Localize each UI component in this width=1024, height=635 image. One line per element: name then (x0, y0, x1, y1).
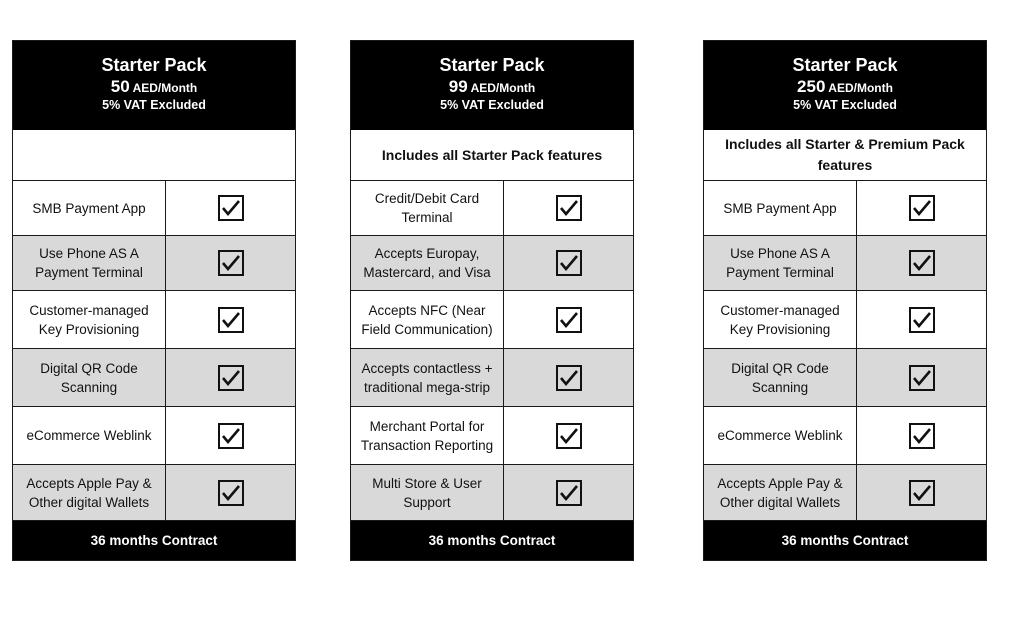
feature-label: Credit/Debit Card Terminal (351, 181, 504, 235)
plan-header (704, 41, 986, 130)
feature-label: SMB Payment App (13, 181, 166, 235)
feature-row (704, 465, 986, 521)
checkbox-checked-icon (909, 307, 935, 333)
plan-vat-note: 5% VAT Excluded (102, 98, 206, 112)
plan-price (13, 78, 295, 97)
feature-label: Accepts contactless + traditional mega-strip (351, 349, 504, 406)
feature-row (13, 349, 295, 407)
feature-label: Merchant Portal for Transaction Reporting (351, 407, 504, 464)
checkbox-checked-icon (909, 250, 935, 276)
plan-intro: Includes all Starter Pack features (351, 130, 633, 181)
feature-label: Use Phone AS A Payment Terminal (13, 236, 166, 290)
plan-price-amount: 50 (110, 77, 130, 96)
feature-row (351, 407, 633, 465)
feature-row (704, 349, 986, 407)
plan-price-unit: AED/Month (828, 81, 893, 95)
checkbox-checked-icon (556, 195, 582, 221)
feature-row (704, 291, 986, 349)
checkbox-checked-icon (556, 307, 582, 333)
checkbox-checked-icon (218, 250, 244, 276)
checkbox-checked-icon (556, 250, 582, 276)
checkbox-checked-icon (909, 195, 935, 221)
feature-label: Accepts Apple Pay & Other digital Wallets (13, 465, 166, 520)
checkbox-checked-icon (909, 480, 935, 506)
feature-label: Accepts Europay, Mastercard, and Visa (351, 236, 504, 290)
plan-card-2 (350, 40, 634, 561)
feature-row (351, 465, 633, 521)
plan-intro: Includes all Starter & Premium Pack features (704, 130, 986, 181)
feature-label: Use Phone AS A Payment Terminal (704, 236, 857, 290)
checkbox-checked-icon (556, 365, 582, 391)
feature-row (351, 291, 633, 349)
plan-price (351, 78, 633, 97)
plan-intro (13, 130, 295, 181)
feature-label: Customer-managed Key Provisioning (704, 291, 857, 348)
feature-row (351, 236, 633, 291)
checkbox-checked-icon (218, 480, 244, 506)
plan-contract: 36 months Contract (351, 521, 633, 560)
feature-row (13, 407, 295, 465)
plan-contract: 36 months Contract (704, 521, 986, 560)
plan-price-amount: 250 (797, 77, 826, 96)
feature-label: Digital QR Code Scanning (13, 349, 166, 406)
plan-header (13, 41, 295, 130)
feature-row (351, 181, 633, 236)
plan-price-unit: AED/Month (470, 81, 536, 95)
feature-label: eCommerce Weblink (704, 407, 857, 464)
plan-name: Starter Pack (101, 55, 207, 75)
plan-vat-note: 5% VAT Excluded (793, 98, 897, 112)
checkbox-checked-icon (218, 195, 244, 221)
plan-price (704, 78, 986, 97)
plan-name: Starter Pack (439, 55, 545, 75)
plan-card-3 (703, 40, 987, 561)
checkbox-checked-icon (909, 365, 935, 391)
plan-price-unit: AED/Month (132, 81, 198, 95)
plan-header (351, 41, 633, 130)
checkbox-checked-icon (909, 423, 935, 449)
feature-label: SMB Payment App (704, 181, 857, 235)
feature-row (13, 291, 295, 349)
feature-row (351, 349, 633, 407)
plan-contract: 36 months Contract (13, 521, 295, 560)
feature-row (13, 181, 295, 236)
feature-label: Customer-managed Key Provisioning (13, 291, 166, 348)
checkbox-checked-icon (218, 365, 244, 391)
feature-row (704, 407, 986, 465)
plan-vat-note: 5% VAT Excluded (440, 98, 544, 112)
feature-label: Accepts NFC (Near Field Communication) (351, 291, 504, 348)
checkbox-checked-icon (556, 423, 582, 449)
checkbox-checked-icon (556, 480, 582, 506)
feature-label: Digital QR Code Scanning (704, 349, 857, 406)
plan-price-amount: 99 (448, 77, 468, 96)
feature-row (704, 181, 986, 236)
feature-label: Multi Store & User Support (351, 465, 504, 520)
checkbox-checked-icon (218, 307, 244, 333)
plan-name: Starter Pack (792, 55, 898, 75)
feature-row (13, 465, 295, 521)
checkbox-checked-icon (218, 423, 244, 449)
feature-label: eCommerce Weblink (13, 407, 166, 464)
feature-label: Accepts Apple Pay & Other digital Wallets (704, 465, 857, 520)
feature-row (704, 236, 986, 291)
plan-card-1 (12, 40, 296, 561)
feature-row (13, 236, 295, 291)
